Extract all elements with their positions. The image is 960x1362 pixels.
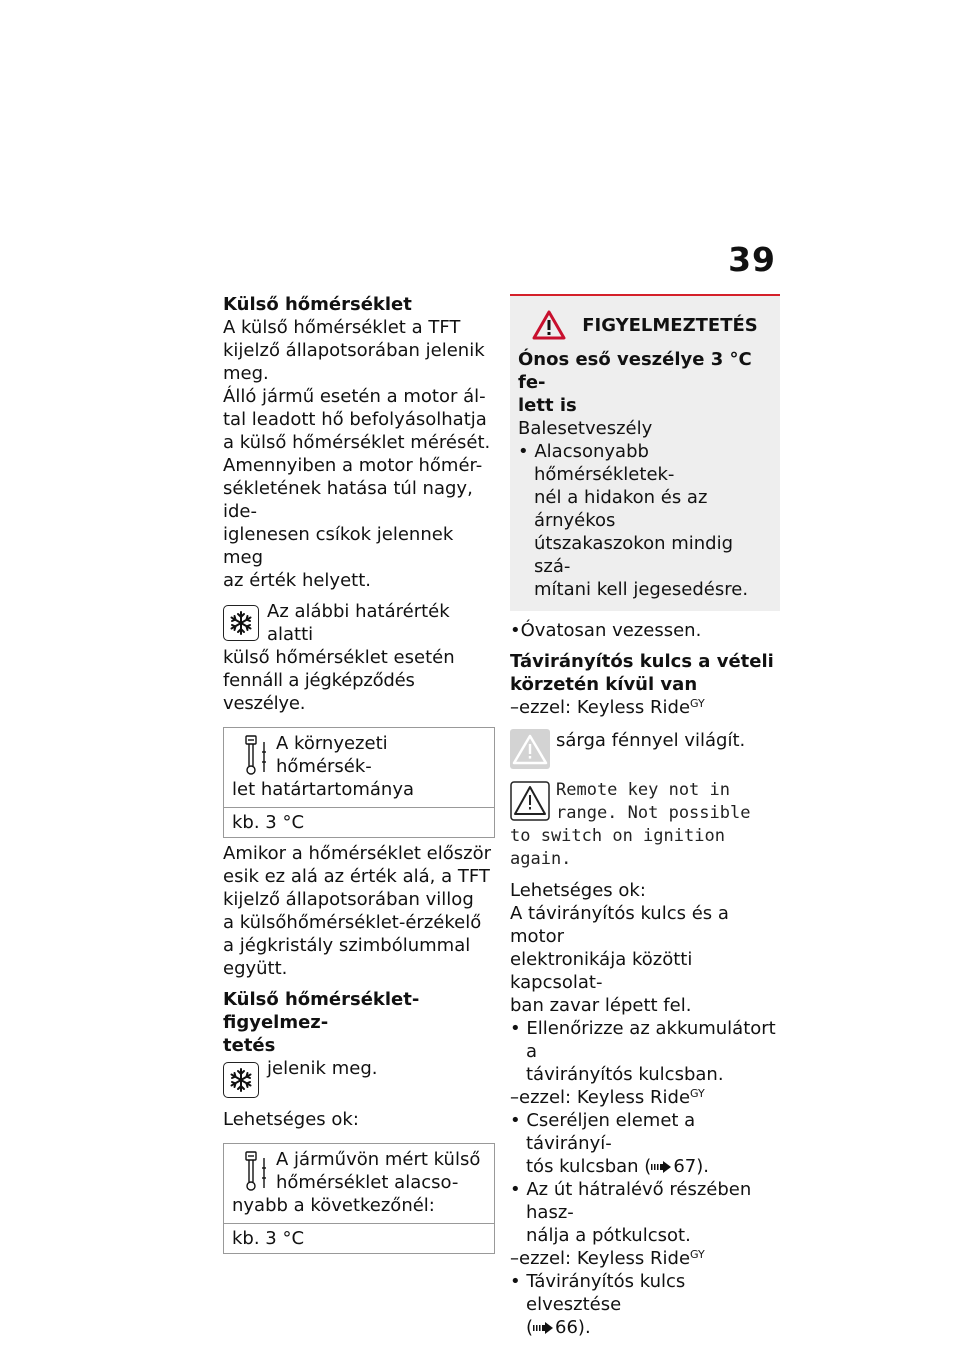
warning-triangle-icon [532, 310, 566, 340]
page-ref-arrow-icon [533, 1322, 555, 1334]
with-keyless-ride: –ezzel: Keyless Ride$^{GY}$ [510, 697, 705, 718]
yellow-light-note [510, 727, 780, 771]
right-column [510, 294, 780, 1339]
mono-line: Remote key not in [556, 780, 730, 800]
with-keyless-ride: –ezzel: Keyless Ride$^{GY}$ [510, 1087, 705, 1108]
page-ref[interactable]: 66). [555, 1317, 591, 1338]
table-value: kb. 3 °C [232, 1228, 305, 1249]
outline-warning-icon [510, 781, 550, 821]
text-line: távirányítós kulcsban. [526, 1064, 724, 1085]
mono-line: again. [510, 849, 572, 869]
text-line: A távirányítós kulcs és a motor [510, 903, 729, 947]
text-line: fennáll a jégképződés veszélye. [223, 670, 415, 714]
warning-heading: Ónos eső veszélye 3 °C fe- [518, 349, 752, 393]
heading-outside-temperature: Külső hőmérséklet [223, 294, 412, 315]
snow-note [223, 600, 495, 669]
mono-line: to switch on ignition [510, 826, 725, 846]
warning-subtitle: Balesetveszély [518, 418, 653, 439]
text-line: az érték helyett. [223, 570, 371, 591]
page-ref-arrow-icon [651, 1161, 673, 1173]
text-line: ( 66). [526, 1317, 591, 1338]
temperature-range-table [223, 727, 495, 838]
text-line: iglenesen csíkok jelennek meg [223, 524, 454, 568]
possible-causes-label: Lehetséges ok: [223, 1109, 359, 1130]
with-keyless-ride: –ezzel: Keyless Ride$^{GY}$ [510, 1248, 705, 1269]
text-line: ban zavar lépett fel. [510, 995, 692, 1016]
table-label: let határtartománya [232, 779, 414, 800]
heading-temperature-warning: tetés [223, 1035, 276, 1056]
text-line: esik ez alá az érték alá, a TFT [223, 866, 490, 887]
bullet-spare-key: • Az út hátralévő részében hasz- [510, 1179, 752, 1223]
warning-heading: lett is [518, 395, 577, 416]
left-column [223, 293, 495, 1258]
thermometer-icon [232, 1148, 272, 1194]
text-line: Az alábbi határérték alatti [267, 601, 450, 645]
table-value: kb. 3 °C [232, 812, 305, 833]
snowflake-icon [223, 605, 259, 641]
text-line: tal leadott hő befolyásolhatja [223, 409, 487, 430]
text-line: jelenik meg. [267, 1058, 378, 1079]
heading-remote-key: körzetén kívül van [510, 674, 698, 695]
text-line: meg. [223, 363, 269, 384]
thermometer-icon [232, 732, 272, 778]
table-label: A környezeti hőmérsék- [276, 733, 388, 777]
text-line: mítani kell jegesedésre. [534, 579, 749, 600]
text-line: útszakaszokon mindig szá- [534, 533, 734, 577]
text-line: Amikor a hőmérséklet először [223, 843, 492, 864]
gray-warning-icon [510, 729, 550, 769]
bullet-key-lost: • Távirányítós kulcs elvesztése [510, 1271, 686, 1315]
bullet-replace-battery: • Cseréljen elemet a távirányí- [510, 1110, 696, 1154]
warning-title: FIGYELMEZTETÉS [582, 314, 758, 336]
careful-line: •Óvatosan vezessen. [510, 620, 702, 641]
mono-line: range. Not possible [556, 803, 751, 823]
text-line: kijelző állapotsorában villog [223, 889, 474, 910]
text-line: a külső hőmérséklet mérését. [223, 432, 491, 453]
text-line: külső hőmérséklet esetén [223, 647, 455, 668]
table-label: A járművön mért külső [276, 1149, 481, 1170]
snow-appears-note [223, 1057, 495, 1100]
text-line: kijelző állapotsorában jelenik [223, 340, 485, 361]
measured-temperature-table [223, 1143, 495, 1254]
text-line: Amennyiben a motor hőmér- [223, 455, 483, 476]
text-line: sárga fénnyel világít. [556, 730, 746, 751]
text-line: tós kulcsban ( 67). [526, 1156, 709, 1177]
table-label: hőmérséklet alacso- [276, 1172, 459, 1193]
table-label: nyabb a következőnél: [232, 1195, 435, 1216]
heading-remote-key: Távirányítós kulcs a vételi [510, 651, 774, 672]
text-line: elektronikája közötti kapcsolat- [510, 949, 693, 993]
possible-causes-label: Lehetséges ok: [510, 880, 646, 901]
text-line: nél a hidakon és az árnyékos [534, 487, 708, 531]
warning-box [510, 294, 780, 611]
text-line: nálja a pótkulcsot. [526, 1225, 691, 1246]
snowflake-icon [223, 1062, 259, 1098]
page-number: 39 [728, 240, 776, 279]
text-line: sékletének hatása túl nagy, ide- [223, 478, 473, 522]
page-ref[interactable]: 67). [673, 1156, 709, 1177]
text-line: együtt. [223, 958, 288, 979]
warning-bullet: • Alacsonyabb hőmérsékletek- [518, 441, 675, 485]
text-line: a külsőhőmérséklet-érzékelő [223, 912, 482, 933]
text-line: A külső hőmérséklet a TFT [223, 317, 461, 338]
display-message [510, 779, 780, 871]
text-line: Álló jármű esetén a motor ál- [223, 386, 486, 407]
bullet-check-battery: • Ellenőrizze az akkumulátort a [510, 1018, 776, 1062]
text-line: a jégkristály szimbólummal [223, 935, 471, 956]
heading-temperature-warning: Külső hőmérséklet-figyelmez- [223, 989, 420, 1033]
